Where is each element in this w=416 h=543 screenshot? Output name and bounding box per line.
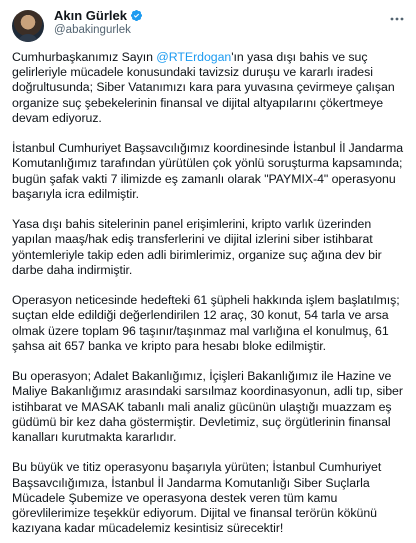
author-identity [54,8,143,38]
tweet-text [12,50,406,536]
avatar[interactable] [12,10,44,42]
verified-badge-icon [130,9,143,22]
mention-link[interactable]: @RTErdogan [156,50,232,64]
tweet-paragraph-1 [12,50,406,126]
tweet-paragraph-4: Operasyon neticesinde hedefteki 61 şüpheli hakkında işlem başlatılmış; suçtan elde edildiği değerlendirilen 12 araç, 30 konut, 54 tarla ve arsa olmak üzere toplam 96 taşınır/taşınmaz mal varlığına el konulmuş, 61 şahsa ait 657 banka ve kripto para hesabı bloke edilmiştir. [12,293,400,353]
more-options-icon [390,17,404,21]
author-display-name[interactable]: Akın Gürlek [54,8,127,23]
p1-after-text: 'ın yasa dışı bahis ve suç gelirleriyle mücadele konusundaki tavizsiz duruşu ve kararlı iradesi doğrultusunda; Siber Vatanımızı kara para yuvasına çevirmeye çalışan organize suç şebekelerinin finansal ve dijital altyapılarını çökertmeye devam ediyoruz. [12,50,395,125]
tweet-paragraph-3: Yasa dışı bahis sitelerinin panel erişimlerini, kripto varlık üzerinden yapılan maaş/hak ediş transferlerini ve dijital izlerini siber istihbarat yöntemleriyle takip eden adli birimlerimiz, organize suç ağına dev bir darbe daha indirmiştir. [12,217,382,277]
tweet-header [12,8,406,48]
more-options-button[interactable] [388,12,406,26]
tweet-paragraph-2: İstanbul Cumhuriyet Başsavcılığımız koordinesinde İstanbul İl Jandarma Komutanlığımız tarafından yürütülen çok yönlü soruşturma kapsamında; bugün şafak vakti 7 ilimizde eş zamanlı olarak "PAYMIX-4" operasyonu başarıyla icra edilmiştir. [12,141,404,201]
name-row [54,8,143,23]
tweet-paragraph-5: Bu operasyon; Adalet Bakanlığımız, İçişleri Bakanlığımız ile Hazine ve Maliye Bakanlığımız arasındaki sarsılmaz koordinasyonun, adli tıp, siber istihbarat ve MASAK tabanlı mali analiz gücünün ulaştığı muazzam eş güdümü bir kez daha göstermiştir. Devletimiz, suç örgütlerinin finansal kanalları kurutmakta kararlıdır. [12,369,403,445]
p1-before-text: Cumhurbaşkanımız Sayın [12,50,157,64]
author-handle[interactable]: @abakingurlek [54,24,131,36]
tweet-paragraph-6: Bu büyük ve titiz operasyonu başarıyla yürüten; İstanbul Cumhuriyet Başsavcılığımıza, İstanbul İl Jandarma Komutanlığı Siber Suçlarla Mücadele Şubemize ve operasyona destek veren tüm kamu görevlilerimize teşekkür ediyorum. Dijital ve finansal terörün kökünü kazıyana kadar mücadelemiz kesintisiz sürecektir! [12,460,382,536]
